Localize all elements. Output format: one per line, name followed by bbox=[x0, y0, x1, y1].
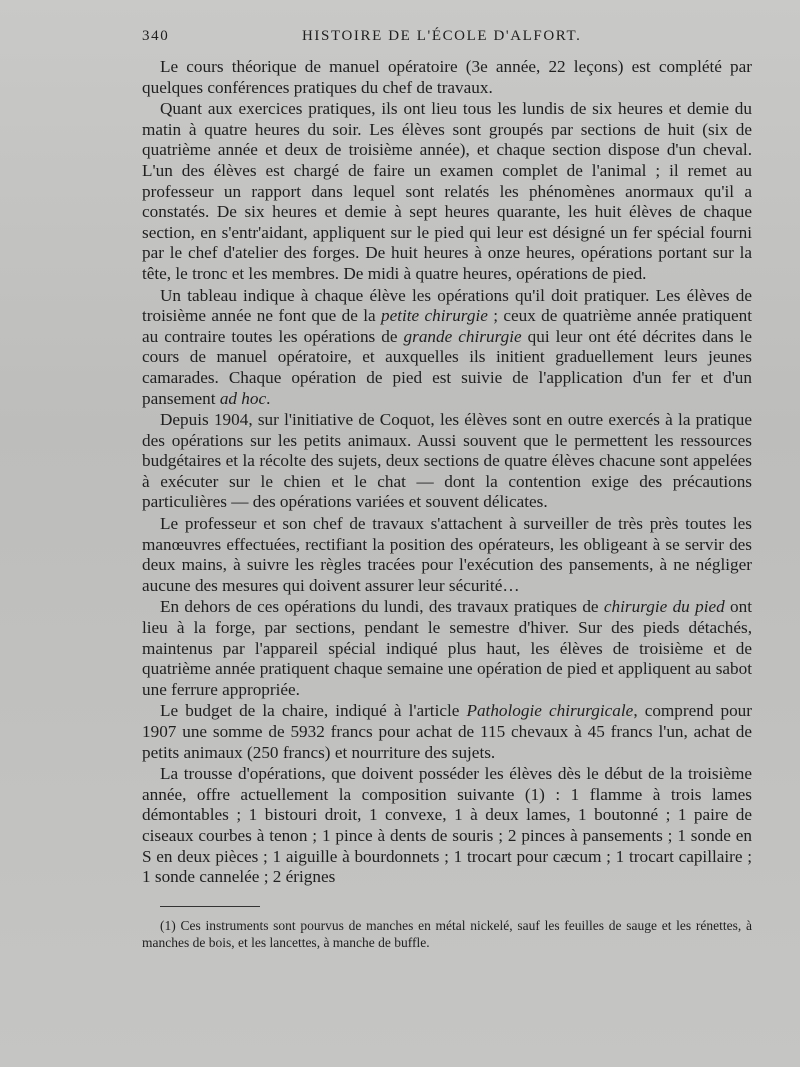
body-paragraph bbox=[142, 514, 752, 596]
paragraph-text: , comprend pour 1907 une somme de 5932 francs pour achat de 115 chevaux à 45 francs l'un, achat de petits animaux (250 francs) et nourriture des sujets. bbox=[142, 701, 753, 762]
paragraph-text: Un tableau indique à chaque élève les opérations qu'il doit pratiquer. Les élèves de troisième année ne font que de la bbox=[142, 285, 752, 326]
paragraph-text: ; ceux de quatrième année pratiquent au contraire toutes les opérations de bbox=[142, 306, 752, 346]
body-paragraph bbox=[142, 764, 752, 888]
body-paragraph bbox=[142, 701, 752, 763]
paragraph-text: Le budget de la chaire, indiqué à l'article bbox=[160, 701, 467, 721]
paragraph-text: Le cours théorique de manuel opératoire (3e année, 22 leçons) est complété par quelques conférences pratiques du chef de travaux. bbox=[142, 57, 752, 97]
italic-term: grande chirurgie bbox=[403, 326, 522, 346]
paragraph-text: qui leur ont été décrites dans le cours de manuel opératoire, et auxquelles ils initient graduellement leurs jeunes camarades. Chaque opération de pied est suivie de l'application d'un fer et d'un pansement bbox=[142, 326, 752, 408]
page-number: 340 bbox=[142, 28, 170, 44]
page-header bbox=[142, 28, 752, 45]
paragraph-text: La trousse d'opérations, que doivent posséder les élèves dès le début de la troisième année, offre actuellement la composition suivante (1) : 1 flamme à trois lames démontables ; 1 bistouri droit, 1 convexe, 1 à deux lames, 1 boutonné ; 1 paire de ciseaux courbes à tenon ; 1 pince à dents de souris ; 2 pinces à pansements ; 1 sonde en S en deux pièces ; 1 aiguille à bourdonnets ; 1 trocart pour cæcum ; 1 trocart capillaire ; 1 sonde cannelée ; 2 érignes bbox=[142, 764, 752, 887]
paragraph-text: ont lieu à la forge, par sections, pendant le semestre d'hiver. Sur des pieds détachés, maintenus par l'appareil spécial indiqué plus haut, les élèves de troisième et de quatrième année pratiquent chaque semaine une opération de pied et appliquent au sabot une ferrure appropriée. bbox=[142, 597, 753, 699]
italic-term: chirurgie du pied bbox=[603, 597, 725, 617]
running-title: HISTOIRE DE L'ÉCOLE D'ALFORT. bbox=[302, 28, 582, 44]
body-paragraph bbox=[142, 99, 752, 284]
body-paragraph bbox=[142, 597, 752, 700]
paragraph-text: . bbox=[266, 388, 271, 408]
body-paragraph bbox=[142, 410, 752, 513]
footnote-rule bbox=[160, 906, 260, 907]
body-text bbox=[142, 57, 752, 888]
paragraph-text: En dehors de ces opérations du lundi, des travaux pratiques de bbox=[160, 597, 604, 617]
paragraph-text: Quant aux exercices pratiques, ils ont lieu tous les lundis de six heures et demie du matin à quatre heures du soir. Les élèves sont groupés par sections de huit (six de quatrième année et deux de troisième année), et chaque section dispose d'un cheval. L'un des élèves est chargé de faire un examen complet de l'animal ; il remet au professeur un rapport dans lequel sont relatés les phénomènes anormaux qu'il a constatés. De six heures et demie à sept heures quarante, les huit élèves de chaque section, en s'entr'aidant, appliquent sur le pied qui leur est désigné un fer spécial fourni par le chef d'atelier des forges. De huit heures à onze heures, opérations portant sur la tête, le tronc et les membres. De midi à quatre heures, opérations de pied. bbox=[142, 99, 752, 283]
body-paragraph bbox=[142, 286, 752, 410]
italic-term: ad hoc bbox=[219, 388, 267, 408]
italic-term: Pathologie chirurgicale bbox=[466, 701, 634, 721]
italic-term: petite chirurgie bbox=[380, 306, 488, 326]
paragraph-text: Le professeur et son chef de travaux s'attachent à surveiller de très près toutes les manœuvres effectuées, rectifiant la position des opérateurs, les obligeant à se servir des deux mains, à suivre les règles tracées pour l'exécution des pansements, à ne négliger aucune des mesures qui doivent assurer leur sécurité… bbox=[142, 514, 752, 595]
body-paragraph bbox=[142, 57, 752, 98]
paragraph-text: Depuis 1904, sur l'initiative de Coquot, les élèves sont en outre exercés à la pratique des opérations sur les petits animaux. Aussi souvent que le permettent les ressources budgétaires et la récolte des sujets, deux sections de quatre élèves chacune sont appelées à exécuter sur le chien et le chat — dont la contention exige des précautions particulières — des opérations variées et souvent délicates. bbox=[142, 410, 752, 512]
footnote: (1) Ces instruments sont pourvus de manches en métal nickelé, sauf les feuilles de sauge et les rénettes, à manches de bois, et les lancettes, à manche de buffle. bbox=[142, 917, 752, 950]
